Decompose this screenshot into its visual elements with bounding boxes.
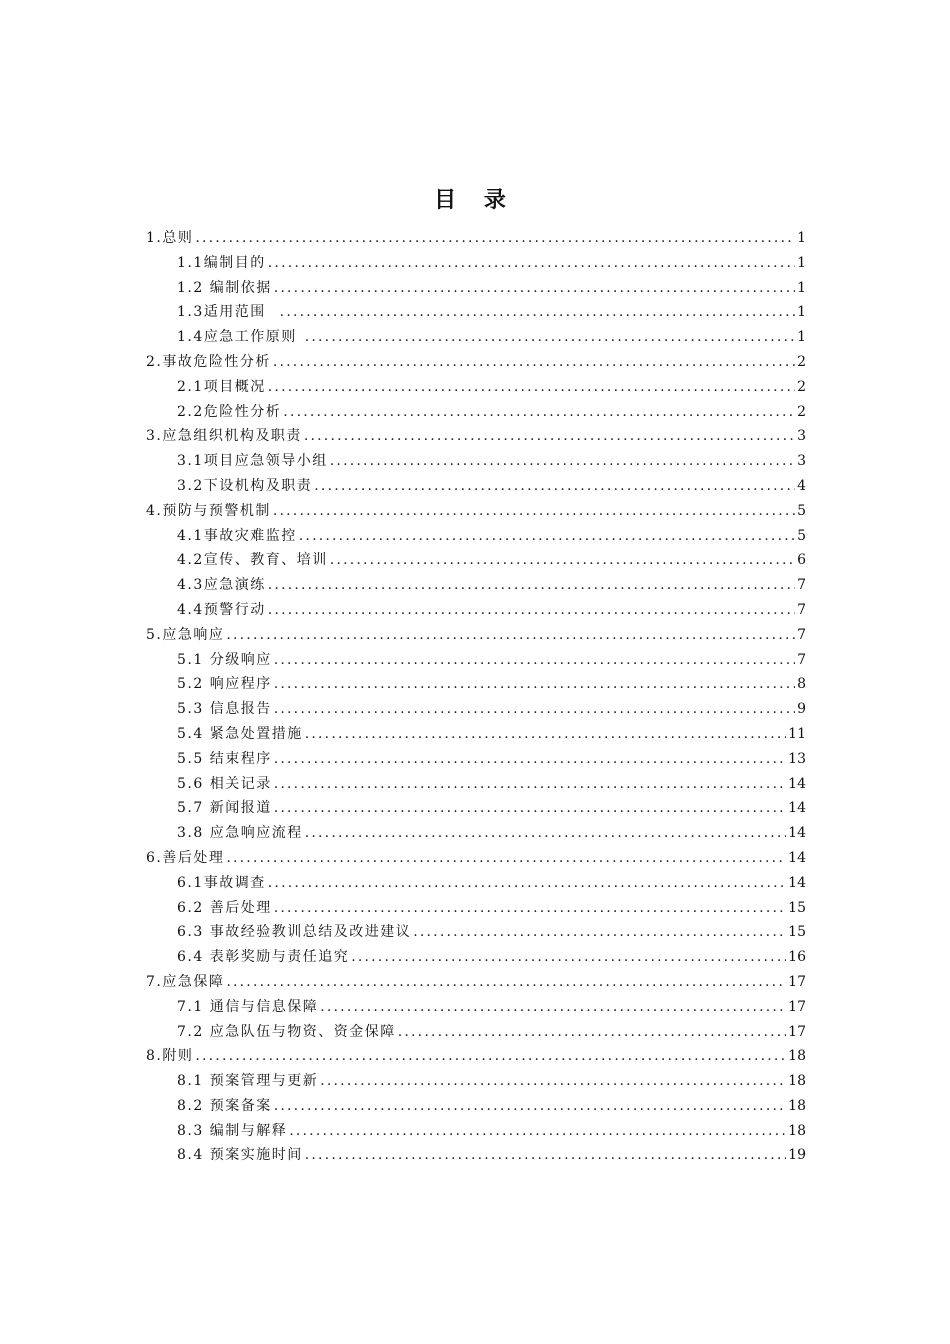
toc-entry[interactable] [146, 1069, 806, 1094]
toc-entry-page-number: 7 [797, 651, 806, 668]
toc-entry-label: 7.应急保障 [146, 973, 225, 990]
toc-entry-page-number: 18 [788, 1048, 806, 1065]
toc-entry-label: 1.4应急工作原则 [177, 329, 303, 346]
toc-entry[interactable] [146, 1020, 806, 1045]
toc-entry-label: 1.1编制目的 [177, 254, 266, 271]
dot-leader [274, 1094, 786, 1119]
dot-leader [283, 400, 795, 425]
toc-entry-page-number: 3 [797, 453, 806, 470]
toc-entry[interactable] [146, 375, 806, 400]
toc-entry-label: 6.3 事故经验教训总结及改进建议 [177, 924, 412, 941]
dot-leader [320, 1069, 786, 1094]
toc-entry-label: 5.4 紧急处置措施 [177, 725, 303, 742]
dot-leader [274, 672, 795, 697]
toc-entry-page-number: 5 [797, 502, 806, 519]
toc-entry-page-number: 16 [788, 949, 806, 966]
toc-entry[interactable] [146, 995, 806, 1020]
toc-entry[interactable] [146, 548, 806, 573]
toc-entry[interactable] [146, 325, 806, 350]
toc-entry[interactable] [146, 226, 806, 251]
dot-leader [273, 350, 795, 375]
dot-leader [274, 772, 786, 797]
dot-leader [274, 276, 795, 301]
toc-entry-page-number: 7 [797, 601, 806, 618]
toc-entry[interactable] [146, 350, 806, 375]
toc-entry-label: 8.4 预案实施时间 [177, 1147, 303, 1164]
toc-entry[interactable] [146, 499, 806, 524]
dot-leader [330, 449, 795, 474]
toc-entry[interactable] [146, 970, 806, 995]
toc-entry-label: 1.3适用范围 [177, 304, 278, 321]
dot-leader [226, 846, 786, 871]
toc-entry-label: 5.3 信息报告 [177, 701, 272, 718]
toc-entry-label: 5.6 相关记录 [177, 775, 272, 792]
dot-leader [268, 871, 786, 896]
dot-leader [268, 573, 795, 598]
toc-entry-label: 6.4 表彰奖励与责任追究 [177, 949, 350, 966]
dot-leader [274, 648, 795, 673]
toc-entry-label: 3.8 应急响应流程 [177, 825, 303, 842]
table-of-contents [146, 226, 806, 1168]
toc-entry-label: 1.总则 [146, 230, 194, 246]
toc-entry-label: 7.2 应急队伍与物资、资金保障 [177, 1023, 396, 1040]
toc-entry-page-number: 14 [788, 825, 806, 842]
dot-leader [305, 722, 786, 747]
toc-entry[interactable] [146, 400, 806, 425]
toc-entry-page-number: 2 [797, 378, 806, 395]
toc-entry-page-number: 14 [788, 775, 806, 792]
toc-entry[interactable] [146, 846, 806, 871]
toc-entry-page-number: 1 [797, 254, 806, 271]
toc-entry-label: 4.1事故灾难监控 [177, 527, 297, 544]
toc-entry-page-number: 14 [788, 800, 806, 817]
dot-leader [320, 995, 786, 1020]
toc-entry-label: 4.4预警行动 [177, 601, 266, 618]
toc-entry-label: 8.2 预案备案 [177, 1097, 272, 1114]
toc-entry-page-number: 3 [797, 428, 806, 445]
toc-entry-page-number: 19 [788, 1147, 806, 1164]
toc-entry-page-number: 18 [788, 1073, 806, 1090]
toc-entry[interactable] [146, 1044, 806, 1069]
dot-leader [289, 1119, 786, 1144]
toc-entry[interactable] [146, 920, 806, 945]
toc-entry-label: 8.1 预案管理与更新 [177, 1073, 319, 1090]
dot-leader [299, 524, 795, 549]
toc-entry[interactable] [146, 772, 806, 797]
toc-entry-label: 6.1事故调查 [177, 874, 266, 891]
dot-leader [305, 325, 795, 350]
toc-entry-page-number: 18 [788, 1097, 806, 1114]
toc-entry-page-number: 17 [788, 1023, 806, 1040]
toc-entry-label: 2.事故危险性分析 [146, 353, 271, 370]
toc-entry-label: 3.应急组织机构及职责 [146, 428, 302, 445]
toc-entry-page-number: 14 [788, 849, 806, 866]
toc-entry-label: 2.2危险性分析 [177, 403, 282, 420]
toc-entry[interactable] [146, 623, 806, 648]
toc-entry-page-number: 7 [797, 577, 806, 594]
toc-entry[interactable] [146, 896, 806, 921]
dot-leader [274, 747, 786, 772]
toc-entry-label: 5.7 新闻报道 [177, 800, 272, 817]
toc-entry[interactable] [146, 1143, 806, 1168]
toc-entry-page-number: 1 [797, 304, 806, 321]
toc-entry-page-number: 1 [797, 279, 806, 296]
toc-entry[interactable] [146, 251, 806, 276]
toc-entry-page-number: 13 [788, 750, 806, 767]
dot-leader [351, 945, 786, 970]
toc-entry[interactable] [146, 449, 806, 474]
toc-entry[interactable] [146, 300, 806, 325]
toc-entry[interactable] [146, 672, 806, 697]
toc-entry-page-number: 17 [788, 998, 806, 1015]
toc-entry-page-number: 8 [797, 676, 806, 693]
toc-entry[interactable] [146, 722, 806, 747]
dot-leader [268, 375, 795, 400]
toc-entry-label: 5.1 分级响应 [177, 651, 272, 668]
toc-entry-page-number: 1 [797, 329, 806, 346]
dot-leader [274, 697, 795, 722]
dot-leader [268, 251, 795, 276]
dot-leader [398, 1020, 786, 1045]
toc-entry[interactable] [146, 1094, 806, 1119]
dot-leader [226, 623, 795, 648]
toc-entry-page-number: 15 [788, 899, 806, 916]
toc-entry-page-number: 9 [797, 701, 806, 718]
toc-entry-page-number: 11 [788, 725, 806, 742]
toc-entry[interactable] [146, 697, 806, 722]
dot-leader [280, 300, 795, 325]
dot-leader [305, 1143, 786, 1168]
toc-entry-label: 1.2 编制依据 [177, 279, 272, 296]
toc-entry-page-number: 2 [797, 353, 806, 370]
toc-entry-label: 4.2宣传、教育、培训 [177, 552, 328, 569]
toc-entry-label: 2.1项目概况 [177, 378, 266, 395]
toc-entry-label: 7.1 通信与信息保障 [177, 998, 319, 1015]
toc-entry-page-number: 1 [797, 230, 806, 246]
dot-leader [273, 499, 795, 524]
toc-entry-label: 3.2下设机构及职责 [177, 477, 313, 494]
toc-entry[interactable] [146, 796, 806, 821]
toc-entry[interactable] [146, 276, 806, 301]
dot-leader [305, 821, 786, 846]
toc-entry-page-number: 15 [788, 924, 806, 941]
dot-leader [195, 226, 795, 251]
toc-entry[interactable] [146, 474, 806, 499]
toc-entry[interactable] [146, 747, 806, 772]
toc-entry-label: 5.应急响应 [146, 626, 225, 643]
toc-entry-label: 6.2 善后处理 [177, 899, 272, 916]
toc-entry[interactable] [146, 1119, 806, 1144]
toc-entry-page-number: 18 [788, 1122, 806, 1139]
toc-entry-page-number: 17 [788, 973, 806, 990]
toc-entry-page-number: 4 [797, 477, 806, 494]
toc-entry-label: 5.5 结束程序 [177, 750, 272, 767]
dot-leader [330, 548, 795, 573]
toc-entry-label: 5.2 响应程序 [177, 676, 272, 693]
toc-entry[interactable] [146, 573, 806, 598]
toc-entry-label: 8.3 编制与解释 [177, 1122, 288, 1139]
toc-title: 目 录 [434, 188, 516, 213]
toc-entry-label: 4.预防与预警机制 [146, 502, 271, 519]
dot-leader [268, 598, 795, 623]
toc-entry[interactable] [146, 821, 806, 846]
dot-leader [274, 796, 786, 821]
dot-leader [226, 970, 786, 995]
dot-leader [413, 920, 786, 945]
toc-entry-page-number: 14 [788, 874, 806, 891]
toc-entry-page-number: 2 [797, 403, 806, 420]
toc-entry-label: 8.附则 [146, 1048, 194, 1065]
dot-leader [195, 1044, 786, 1069]
toc-entry[interactable] [146, 524, 806, 549]
toc-entry[interactable] [146, 424, 806, 449]
toc-entry-label: 6.善后处理 [146, 849, 225, 866]
toc-entry-page-number: 7 [797, 626, 806, 643]
toc-entry-label: 4.3应急演练 [177, 577, 266, 594]
dot-leader [314, 474, 795, 499]
toc-entry[interactable] [146, 648, 806, 673]
toc-entry[interactable] [146, 871, 806, 896]
toc-entry[interactable] [146, 598, 806, 623]
toc-entry-page-number: 5 [797, 527, 806, 544]
toc-entry[interactable] [146, 945, 806, 970]
toc-entry-label: 3.1项目应急领导小组 [177, 453, 328, 470]
dot-leader [274, 896, 786, 921]
toc-entry-page-number: 6 [797, 552, 806, 569]
dot-leader [304, 424, 795, 449]
